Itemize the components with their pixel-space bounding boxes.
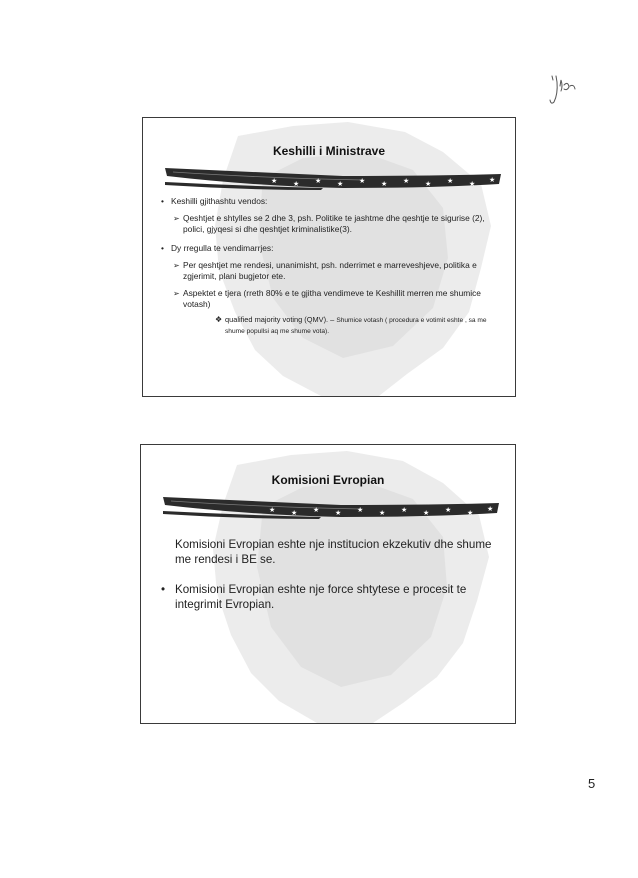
list-item — [143, 196, 515, 207]
bullet-text: Komisioni Evropian eshte nje institucion ekzekutiv dhe shume me rendesi i BE se. — [175, 538, 492, 566]
svg-text:★: ★ — [469, 180, 476, 188]
svg-text:★: ★ — [291, 509, 298, 517]
sub-list-item — [143, 260, 515, 282]
bullet-icon: • — [161, 243, 164, 253]
bullet-icon: • — [161, 196, 164, 206]
slide-title: Komisioni Evropian — [271, 473, 385, 487]
slide-komisioni-evropian — [140, 444, 516, 724]
eu-flag-banner-icon — [163, 162, 503, 196]
svg-text:★: ★ — [337, 180, 344, 188]
svg-text:★: ★ — [445, 506, 452, 514]
svg-text:★: ★ — [313, 506, 320, 514]
slide-keshilli-i-ministrave — [142, 117, 516, 397]
page-number: 5 — [588, 776, 596, 791]
slide-content — [143, 196, 515, 337]
list-item — [143, 243, 515, 254]
diamond-bullet-icon: ❖ — [215, 315, 223, 324]
svg-text:★: ★ — [401, 506, 408, 514]
svg-text:★: ★ — [425, 180, 432, 188]
list-item — [141, 537, 515, 567]
svg-text:★: ★ — [467, 509, 474, 517]
svg-text:★: ★ — [381, 180, 388, 188]
slide-title: Keshilli i Ministrave — [272, 144, 386, 158]
svg-text:★: ★ — [487, 505, 494, 513]
sub-list-item — [143, 288, 515, 310]
bullet-text: Dy rregulla te vendimarrjes: — [171, 243, 274, 253]
svg-text:★: ★ — [271, 177, 278, 185]
svg-text:★: ★ — [447, 177, 454, 185]
eu-flag-banner-icon — [161, 491, 501, 525]
sub-bullet-text: Per qeshtjet me rendesi, unanimisht, psh. nderrimet e marreveshjeve, politika e zgjerimit, plani bugjetor ete. — [183, 260, 477, 281]
svg-text:★: ★ — [335, 509, 342, 517]
sub-bullet-text: Qeshtjet e shtylles se 2 dhe 3, psh. Politike te jashtme dhe qeshtje te sigurise (2), polici, gjyqesi si dhe qeshtjet kriminalistike(3). — [183, 213, 485, 234]
bullet-icon: • — [161, 583, 166, 596]
svg-text:★: ★ — [357, 506, 364, 514]
handwritten-initials-icon — [546, 72, 586, 106]
bullet-text: Keshilli gjithashtu vendos: — [171, 196, 268, 206]
qmv-note: Shumice votash ( procedura e votimit eshte , sa me shume popullsi aq me shume vota). — [225, 317, 487, 335]
arrow-icon: ➢ — [173, 289, 180, 298]
svg-text:★: ★ — [359, 177, 366, 185]
sub-bullet-text: Aspektet e tjera (rreth 80% e te gjitha vendimeve te Keshillit merren me shumice votash) — [183, 288, 481, 309]
svg-text:★: ★ — [269, 506, 276, 514]
qmv-text: qualified majority voting (QMV). – — [225, 315, 337, 324]
sub-sub-list-item — [143, 315, 515, 337]
svg-text:★: ★ — [293, 180, 300, 188]
arrow-icon: ➢ — [173, 214, 180, 223]
list-item — [141, 582, 515, 612]
bullet-text: Komisioni Evropian eshte nje force shtytese e procesit te integrimit Evropian. — [175, 583, 467, 611]
svg-text:★: ★ — [379, 509, 386, 517]
svg-text:★: ★ — [423, 509, 430, 517]
arrow-icon: ➢ — [173, 261, 180, 270]
slide-content — [141, 537, 515, 627]
svg-text:★: ★ — [315, 177, 322, 185]
svg-text:★: ★ — [403, 177, 410, 185]
svg-text:★: ★ — [489, 176, 496, 184]
sub-list-item — [143, 213, 515, 235]
